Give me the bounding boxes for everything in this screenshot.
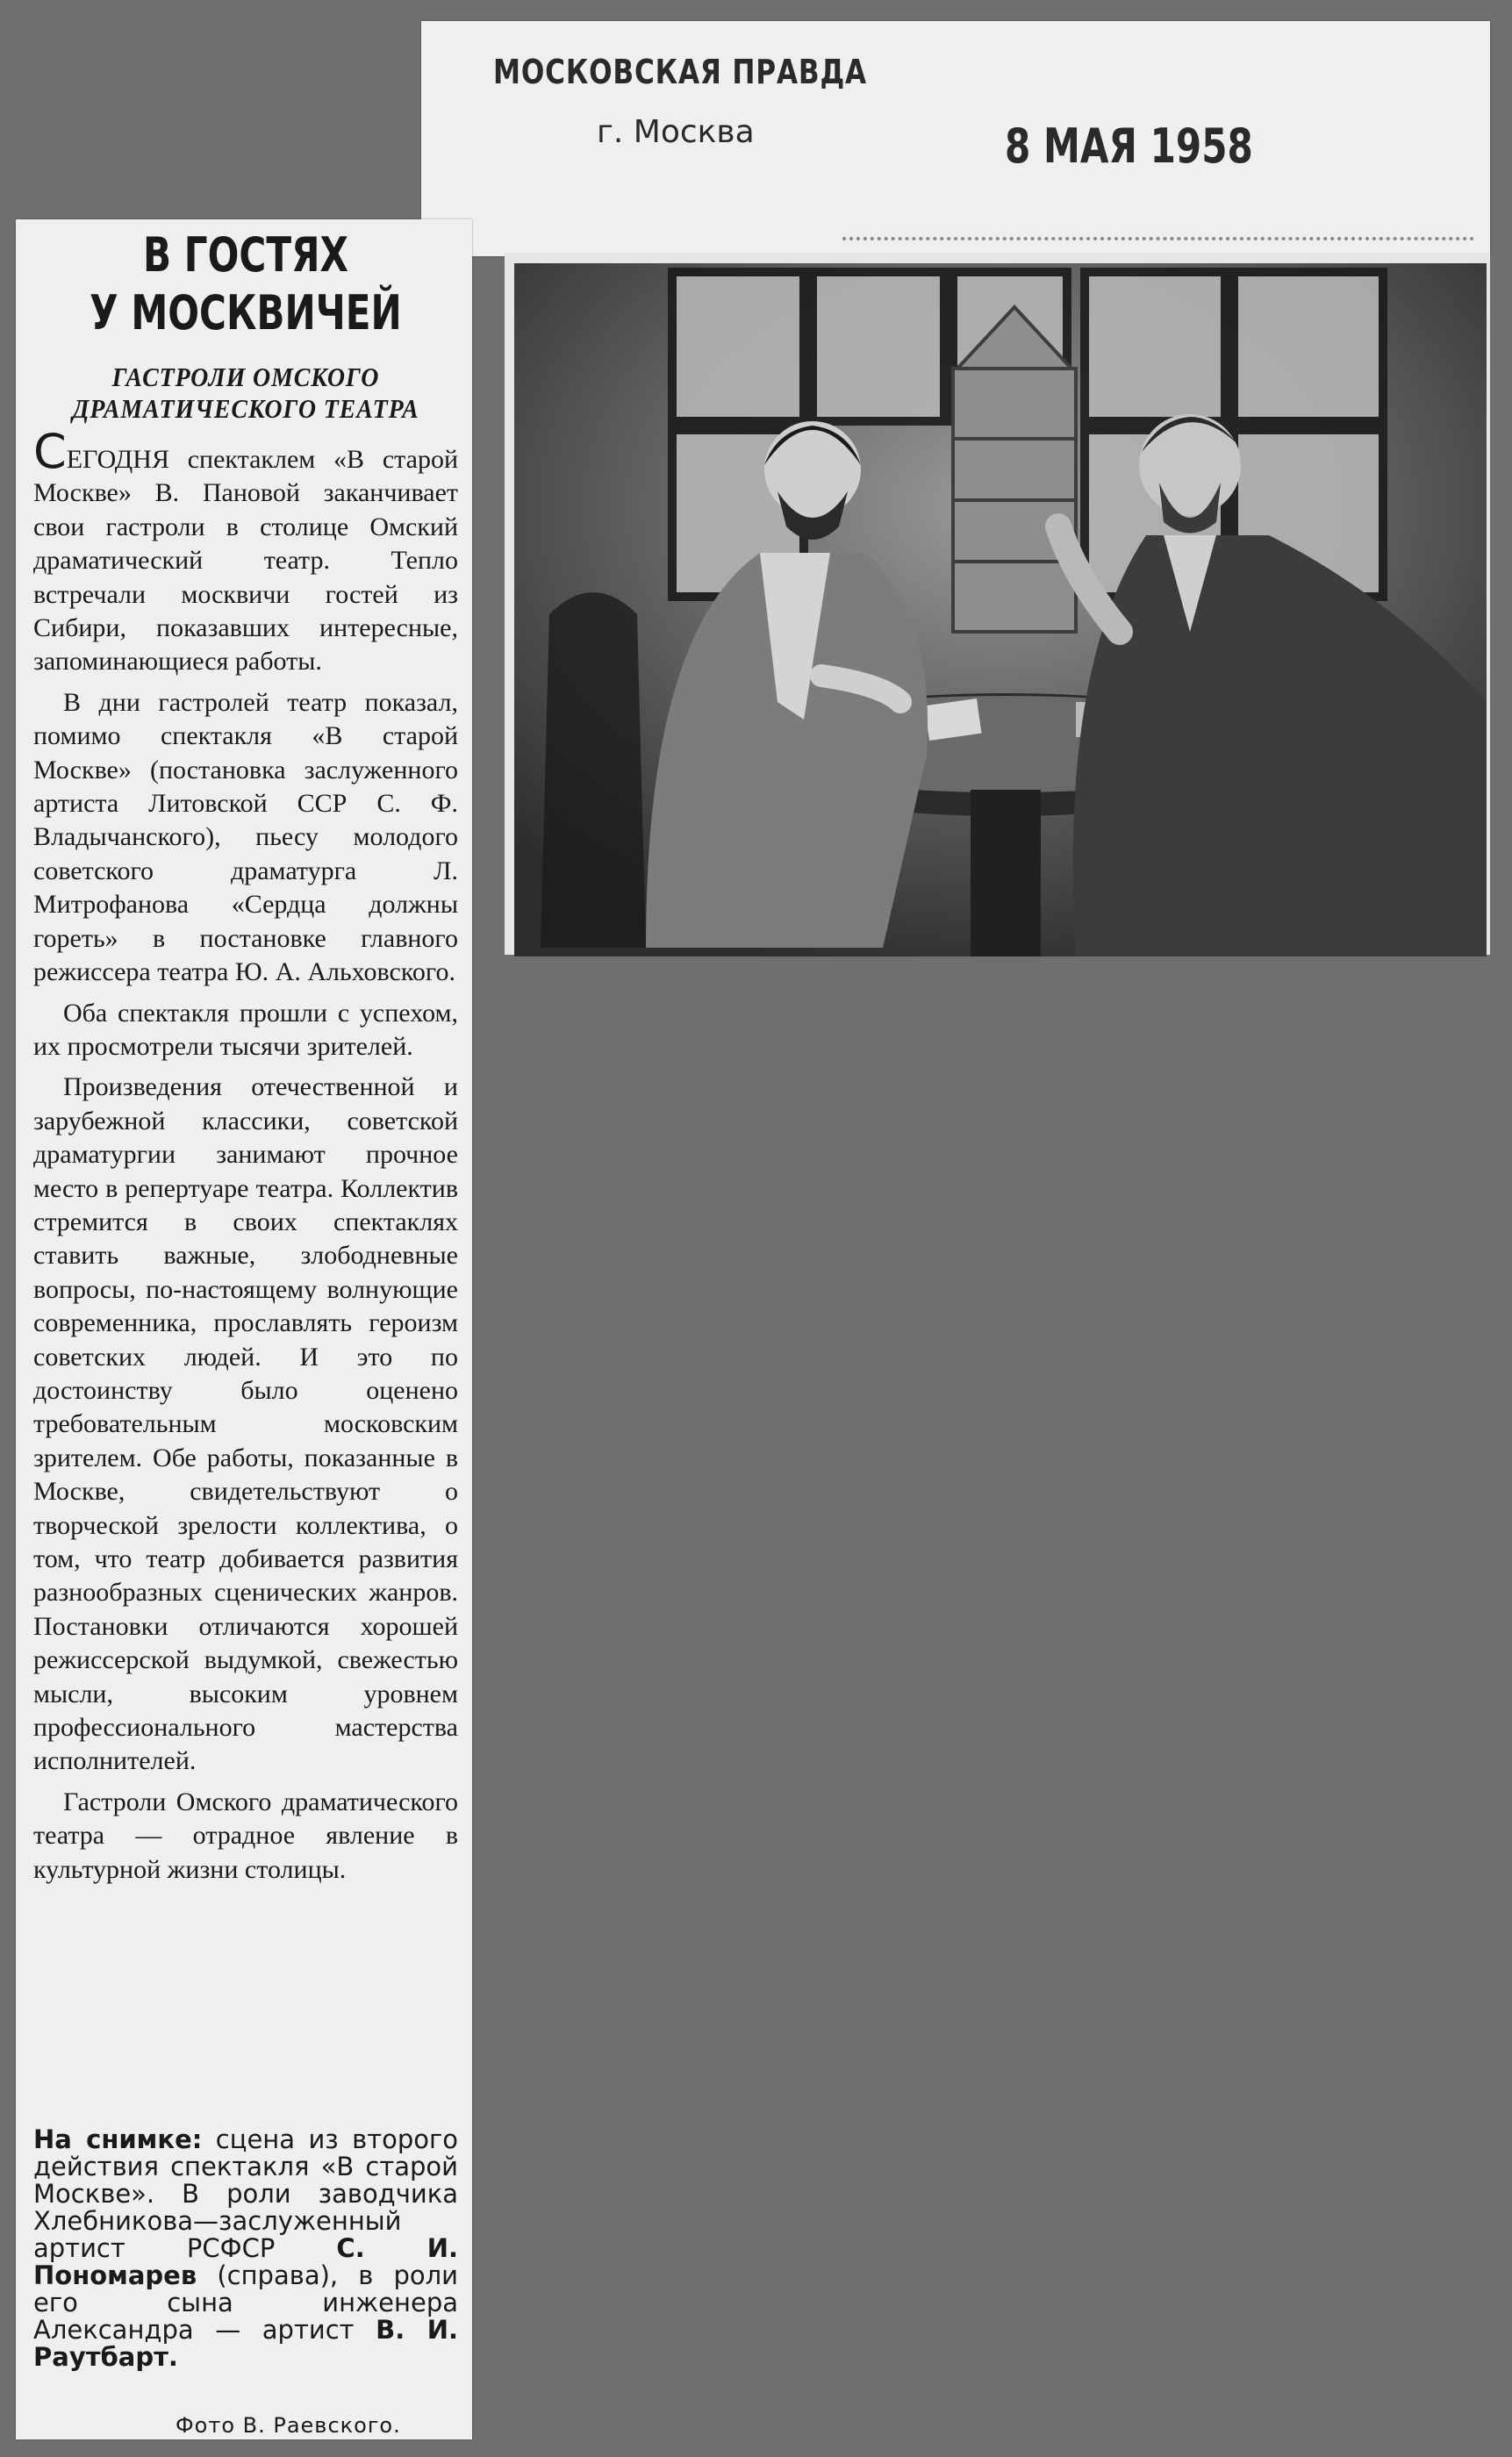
article-paragraph-4: Произведения отечественной и зарубежной классики, советской драматургии занимают прочное место в репертуаре театра. Коллектив стремится в своих спектаклях ставить важные, злободневные вопросы, по-настоящему волнующие современника, прославлять героизм советских людей. И это по достоинству было оценено требовательным московским зрителем. Обе работы, показанные в Москве, свидетельствуют о творческой зрелости коллектива, о том, что театр добивается развития разнообразных сценических жанров. Постановки отличаются хорошей режиссерской выдумкой, свежестью мысли, высоким уровнем профессионального мастерства исполнителей. bbox=[33, 1072, 458, 1776]
caption-label: На снимке: bbox=[33, 2124, 203, 2154]
city-stamp: г. Москва bbox=[597, 114, 755, 150]
photo-illustration bbox=[514, 263, 1487, 956]
article-body bbox=[33, 424, 458, 1894]
dotted-divider bbox=[842, 237, 1474, 240]
newspaper-name-stamp: МОСКОВСКАЯ ПРАВДА bbox=[493, 53, 867, 91]
article-headline bbox=[82, 226, 410, 342]
date-stamp: 8 МАЯ 1958 bbox=[1005, 118, 1253, 174]
photo-caption bbox=[33, 2126, 458, 2371]
article-paragraph-3: Оба спектакля прошли с успехом, их просмотрели тысячи зрителей. bbox=[33, 998, 458, 1061]
article-paragraph-5: Гастроли Омского драматического театра — отрадное явление в культурной жизни столицы. bbox=[33, 1787, 458, 1884]
article-paragraph-1 bbox=[33, 424, 458, 679]
headline-line-2: У МОСКВИЧЕЙ bbox=[90, 285, 402, 340]
subheadline-line-2: ДРАМАТИЧЕСКОГО ТЕАТРА bbox=[72, 393, 419, 424]
drop-cap: С bbox=[33, 424, 67, 479]
caption-text-2: (справа), в роли его сына инженера Александра — артист bbox=[33, 2260, 458, 2345]
photo-credit: Фото В. Раевского. bbox=[176, 2413, 401, 2438]
caption-text-1: сцена из второго действия спектакля «В старой Москве». В роли заводчика Хлебникова—заслуженный артист РСФСР bbox=[33, 2124, 458, 2263]
theater-scene-photo bbox=[514, 263, 1487, 956]
headline-line-1: В ГОСТЯХ bbox=[143, 227, 348, 283]
caption-actor-1: С. И. Пономарев bbox=[33, 2233, 458, 2290]
article-subheadline bbox=[56, 362, 435, 425]
caption-actor-2: В. И. Раутбарт. bbox=[33, 2315, 458, 2372]
lead-text: ЕГОДНЯ спектаклем «В старой Москве» В. Пановой заканчивает свои гастроли в столице Омский драматический театр. Тепло встречали москвичи гостей из Сибири, показавших интересные, запоминающиеся работы. bbox=[33, 445, 458, 677]
subheadline-line-1: ГАСТРОЛИ ОМСКОГО bbox=[111, 362, 380, 392]
article-paragraph-2: В дни гастролей театр показал, помимо спектакля «В старой Москве» (постановка заслуженного артиста Литовской ССР С. Ф. Владычанского), пьесу молодого советского драматурга Л. Митрофанова «Сердца должны гореть» в постановке главного режиссера театра Ю. А. Альховского. bbox=[33, 687, 458, 987]
